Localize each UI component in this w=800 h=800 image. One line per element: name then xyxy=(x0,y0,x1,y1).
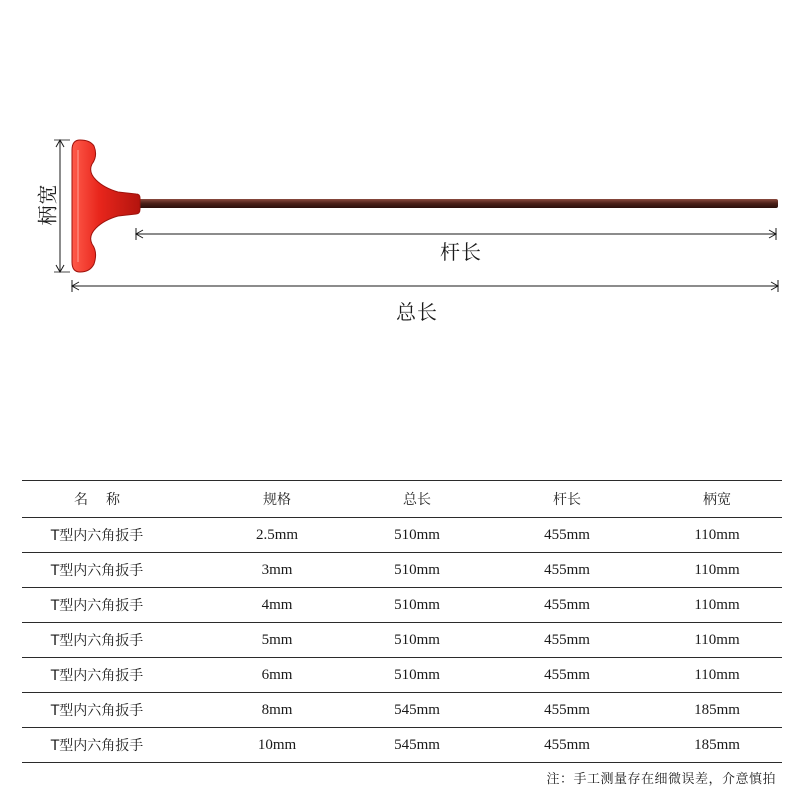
wrench-diagram xyxy=(0,0,800,340)
cell-spec: 3mm xyxy=(261,561,293,578)
cell-handle-width: 110mm xyxy=(694,561,740,578)
header-name: 名称 xyxy=(74,492,138,508)
table-header-row xyxy=(22,480,782,518)
cell-name: T型内六角扳手 xyxy=(50,633,144,649)
cell-rod-length: 455mm xyxy=(544,736,590,753)
total-length-label: 总长 xyxy=(396,300,438,324)
table-row xyxy=(22,518,782,553)
cell-total-length: 545mm xyxy=(394,736,440,753)
header-total-length: 总长 xyxy=(403,492,431,508)
cell-handle-width: 110mm xyxy=(694,596,740,613)
header-spec: 规格 xyxy=(263,492,291,508)
cell-handle-width: 185mm xyxy=(694,736,740,753)
table-row xyxy=(22,693,782,728)
table-row xyxy=(22,588,782,623)
cell-total-length: 510mm xyxy=(394,631,440,648)
cell-name: T型内六角扳手 xyxy=(50,668,144,684)
cell-total-length: 545mm xyxy=(394,701,440,718)
cell-rod-length: 455mm xyxy=(544,526,590,543)
cell-name: T型内六角扳手 xyxy=(50,738,144,754)
cell-spec: 8mm xyxy=(261,701,293,718)
measurement-note: 注：手工测量存在细微误差，介意慎拍 xyxy=(546,772,776,787)
cell-spec: 6mm xyxy=(261,666,293,683)
cell-handle-width: 110mm xyxy=(694,526,740,543)
cell-total-length: 510mm xyxy=(394,666,440,683)
handle-width-label: 柄宽 xyxy=(35,183,60,226)
cell-name: T型内六角扳手 xyxy=(50,528,144,544)
header-rod-length: 杆长 xyxy=(553,492,581,508)
table-row xyxy=(22,728,782,763)
cell-total-length: 510mm xyxy=(394,526,440,543)
cell-spec: 4mm xyxy=(261,596,293,613)
rod-length-label: 杆长 xyxy=(440,240,482,264)
cell-handle-width: 185mm xyxy=(694,701,740,718)
wrench-handle xyxy=(72,140,140,272)
header-handle-width: 柄宽 xyxy=(703,492,731,508)
table-row xyxy=(22,623,782,658)
table-row xyxy=(22,658,782,693)
cell-rod-length: 455mm xyxy=(544,631,590,648)
cell-handle-width: 110mm xyxy=(694,631,740,648)
cell-total-length: 510mm xyxy=(394,561,440,578)
wrench-rod xyxy=(132,199,778,208)
spec-table xyxy=(22,480,782,763)
cell-spec: 5mm xyxy=(261,631,293,648)
table-row xyxy=(22,553,782,588)
wrench-illustration xyxy=(0,0,800,340)
cell-name: T型内六角扳手 xyxy=(50,703,144,719)
cell-name: T型内六角扳手 xyxy=(50,598,144,614)
cell-rod-length: 455mm xyxy=(544,596,590,613)
cell-rod-length: 455mm xyxy=(544,701,590,718)
cell-handle-width: 110mm xyxy=(694,666,740,683)
cell-name: T型内六角扳手 xyxy=(50,563,144,579)
cell-rod-length: 455mm xyxy=(544,666,590,683)
cell-rod-length: 455mm xyxy=(544,561,590,578)
cell-spec: 2.5mm xyxy=(255,526,299,543)
cell-total-length: 510mm xyxy=(394,596,440,613)
cell-spec: 10mm xyxy=(257,736,297,753)
